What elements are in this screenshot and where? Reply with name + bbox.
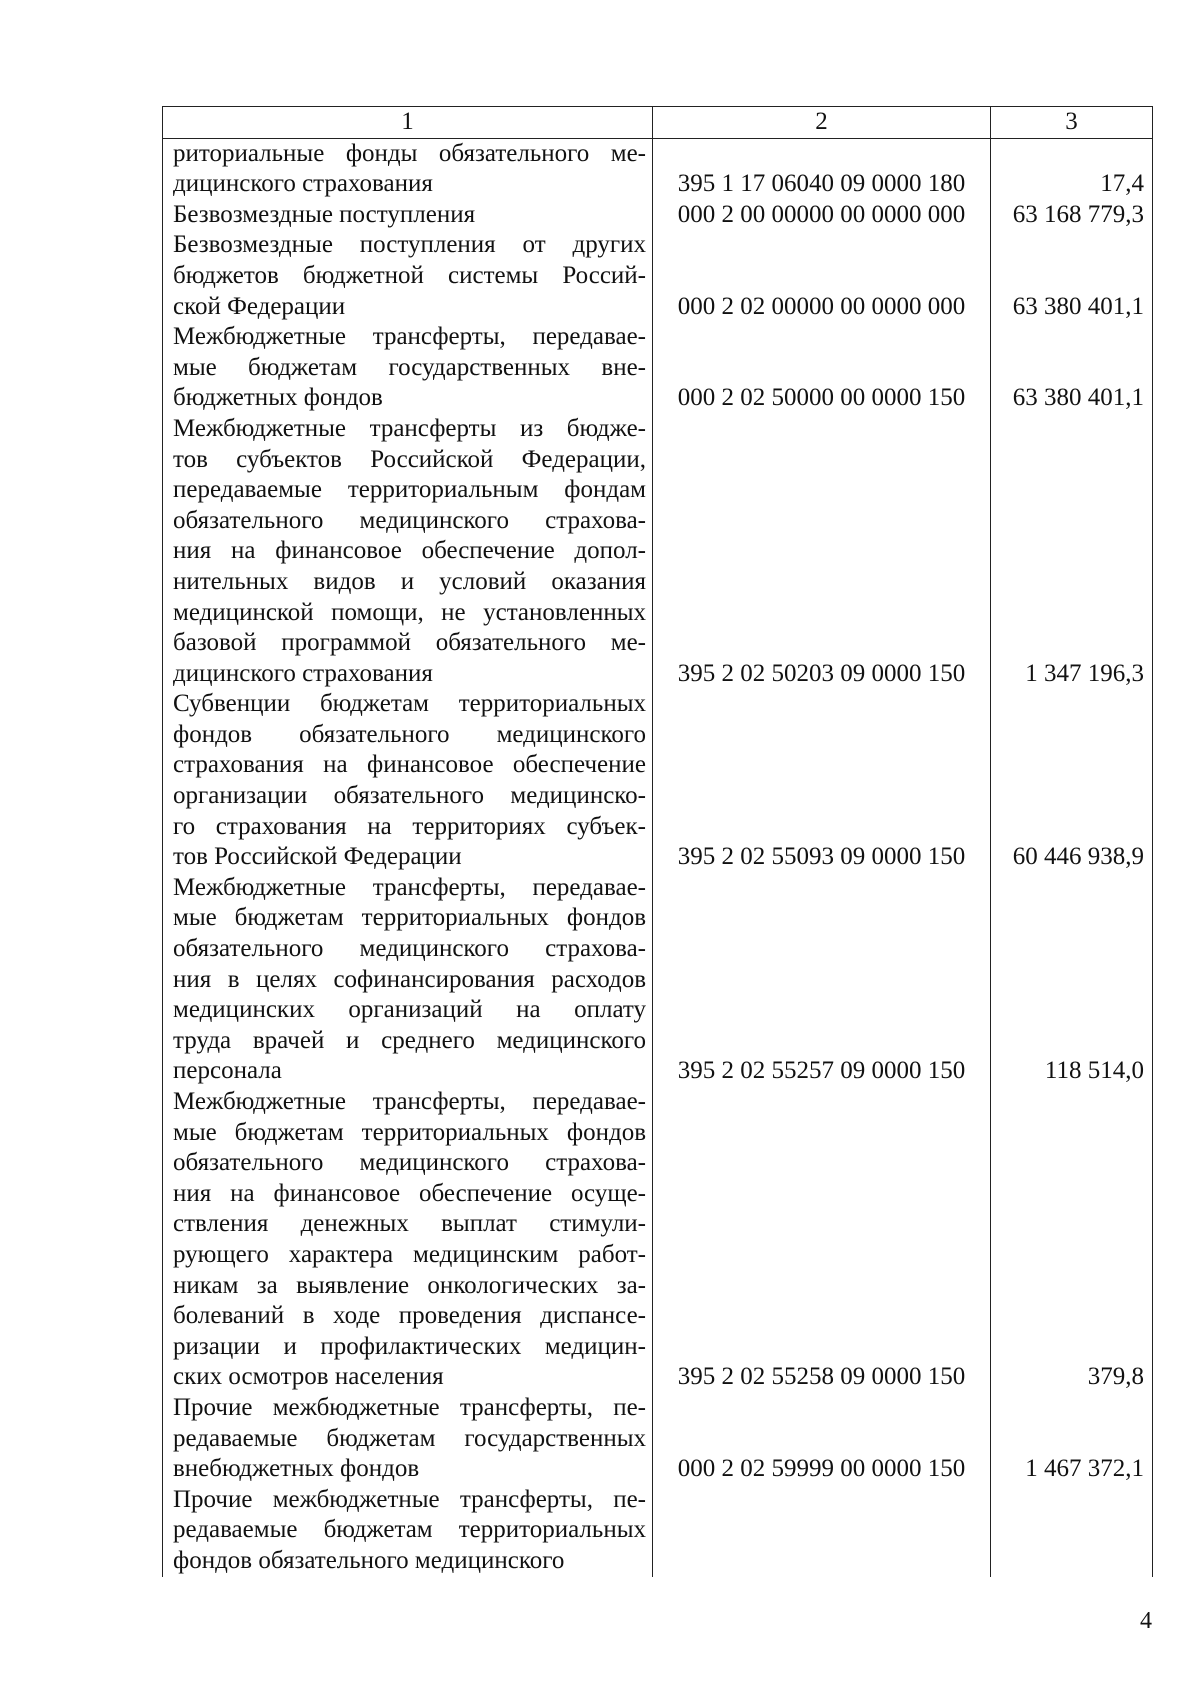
table-row (163, 873, 1153, 1087)
row-code: 000 2 02 59999 00 0000 150 (653, 1393, 991, 1485)
description-line: ния на финансовое обеспечение осуще- (173, 1179, 646, 1207)
row-code: 000 2 00 00000 00 0000 000 (653, 200, 991, 231)
description-line: Межбюджетные трансферты, передавае- (173, 1088, 646, 1115)
row-amount: 63 380 401,1 (991, 322, 1153, 414)
row-description (163, 1485, 653, 1577)
description-line: ских осмотров населения (173, 1363, 444, 1391)
row-description (163, 322, 653, 414)
budget-table (162, 106, 1153, 1577)
table-row (163, 322, 1153, 414)
description-line: мые бюджетам территориальных фондов (173, 1118, 646, 1146)
description-line: фондов обязательного медицинского (173, 720, 646, 748)
description-line: бюджетных фондов (173, 384, 383, 412)
description-line: медицинской помощи, не установленных (173, 598, 646, 626)
description-line: Прочие межбюджетные трансферты, пе- (173, 1485, 646, 1513)
row-description (163, 1087, 653, 1393)
description-line: фондов обязательного медицинского (173, 1546, 565, 1574)
table-row (163, 1393, 1153, 1485)
description-line: Межбюджетные трансферты из бюдже- (173, 414, 646, 442)
row-code: 395 2 02 50203 09 0000 150 (653, 414, 991, 689)
column-header-3: 3 (991, 107, 1153, 139)
row-description (163, 1393, 653, 1485)
description-line: обязательного медицинского страхова- (173, 1149, 646, 1177)
description-line: риториальные фонды обязательного ме- (173, 139, 646, 167)
table-row (163, 689, 1153, 873)
description-line: рующего характера медицинским работ- (173, 1240, 646, 1268)
description-line: дицинского страхования (173, 170, 433, 198)
row-amount: 379,8 (991, 1087, 1153, 1393)
description-line: организации обязательного медицинско- (173, 782, 646, 810)
row-amount: 63 168 779,3 (991, 200, 1153, 231)
description-line: Безвозмездные поступления от других (173, 231, 646, 259)
description-line: нительных видов и условий оказания (173, 567, 646, 595)
description-line: болеваний в ходе проведения диспансе- (173, 1302, 646, 1330)
description-line: го страхования на территориях субъек- (173, 812, 646, 840)
table-row (163, 414, 1153, 689)
description-line: ризации и профилактических медицин- (173, 1332, 646, 1360)
description-line: передаваемые территориальным фондам (173, 476, 646, 504)
column-header-1: 1 (163, 107, 653, 139)
description-line: редаваемые бюджетам государственных (173, 1424, 646, 1452)
description-line: ской Федерации (173, 292, 346, 320)
row-description (163, 414, 653, 689)
row-amount (991, 1485, 1153, 1577)
description-line: страхования на финансовое обеспечение (173, 751, 646, 779)
page-number: 4 (1140, 1608, 1152, 1634)
description-line: тов Российской Федерации (173, 843, 462, 871)
row-code: 395 2 02 55258 09 0000 150 (653, 1087, 991, 1393)
row-amount: 60 446 938,9 (991, 689, 1153, 873)
description-line: Прочие межбюджетные трансферты, пе- (173, 1393, 646, 1421)
description-line: мые бюджетам государственных вне- (173, 353, 646, 381)
description-line: Безвозмездные поступления (173, 200, 476, 228)
row-code: 395 2 02 55093 09 0000 150 (653, 689, 991, 873)
description-line: труда врачей и среднего медицинского (173, 1026, 646, 1054)
description-line: ния на финансовое обеспечение допол- (173, 537, 646, 565)
row-description (163, 873, 653, 1087)
description-line: тов субъектов Российской Федерации, (173, 445, 646, 473)
description-line: Субвенции бюджетам территориальных (173, 690, 646, 718)
row-code: 000 2 02 00000 00 0000 000 (653, 230, 991, 322)
description-line: обязательного медицинского страхова- (173, 935, 646, 963)
column-header-2: 2 (653, 107, 991, 139)
row-code: 395 1 17 06040 09 0000 180 (653, 138, 991, 200)
description-line: бюджетов бюджетной системы Россий- (173, 261, 646, 289)
description-line: обязательного медицинского страхова- (173, 506, 646, 534)
row-amount: 63 380 401,1 (991, 230, 1153, 322)
row-code: 000 2 02 50000 00 0000 150 (653, 322, 991, 414)
description-line: редаваемые бюджетам территориальных (173, 1516, 646, 1544)
description-line: Межбюджетные трансферты, передавае- (173, 873, 646, 901)
table-row (163, 138, 1153, 200)
description-line: мые бюджетам территориальных фондов (173, 904, 646, 932)
table-row (163, 230, 1153, 322)
description-line: базовой программой обязательного ме- (173, 629, 646, 657)
row-amount: 17,4 (991, 138, 1153, 200)
description-line: Межбюджетные трансферты, передавае- (173, 323, 646, 351)
description-line: ствления денежных выплат стимули- (173, 1210, 646, 1238)
description-line: дицинского страхования (173, 659, 433, 687)
table-body (163, 138, 1153, 1576)
row-description (163, 138, 653, 200)
table-header-row (163, 107, 1153, 139)
row-description (163, 230, 653, 322)
description-line: внебюджетных фондов (173, 1455, 420, 1483)
description-line: никам за выявление онкологических за- (173, 1271, 646, 1299)
table-row (163, 1087, 1153, 1393)
row-description (163, 200, 653, 231)
row-amount: 1 347 196,3 (991, 414, 1153, 689)
description-line: персонала (173, 1057, 282, 1085)
table-row (163, 1485, 1153, 1577)
row-code: 395 2 02 55257 09 0000 150 (653, 873, 991, 1087)
row-amount: 1 467 372,1 (991, 1393, 1153, 1485)
description-line: медицинских организаций на оплату (173, 996, 646, 1024)
description-line: ния в целях софинансирования расходов (173, 965, 646, 993)
table-row (163, 200, 1153, 231)
row-code (653, 1485, 991, 1577)
row-amount: 118 514,0 (991, 873, 1153, 1087)
row-description (163, 689, 653, 873)
